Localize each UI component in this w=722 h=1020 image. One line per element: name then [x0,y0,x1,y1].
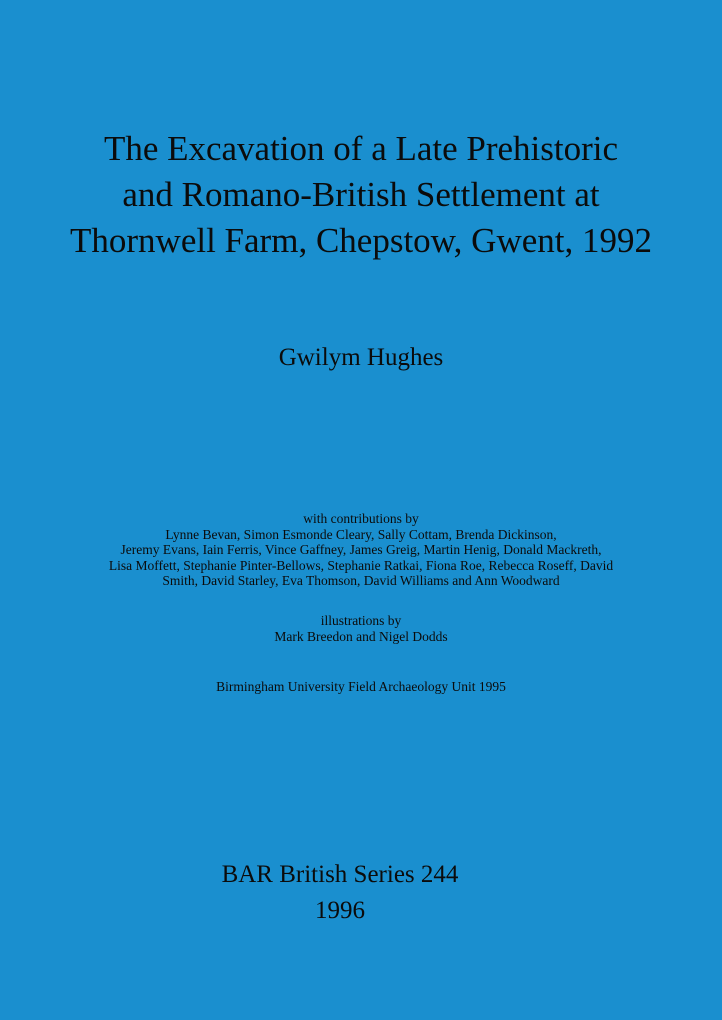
publisher-block [0,679,722,695]
contributors-line-3: Lisa Moffett, Stephanie Pinter-Bellows, Stephanie Ratkai, Fiona Roe, Rebecca Roseff, David [108,557,614,573]
contributions-block [0,511,722,589]
title-line-2: and Romano-British Settlement at [122,175,600,214]
publisher-line: Birmingham University Field Archaeology Unit 1995 [216,679,506,694]
illustrators-names: Mark Breedon and Nigel Dodds [274,628,448,644]
illustrations-heading: illustrations by [320,613,402,628]
series-name: BAR British Series 244 [221,861,459,888]
author-name: Gwilym Hughes [278,344,444,371]
contributors-line-4: Smith, David Starley, Eva Thomson, David Williams and Ann Woodward [162,573,560,588]
title-line-3: Thornwell Farm, Chepstow, Gwent, 1992 [70,221,652,260]
series-block [0,857,680,929]
title-line-1: The Excavation of a Late Prehistoric [103,129,619,168]
contributors-line-2: Jeremy Evans, Iain Ferris, Vince Gaffney, James Greig, Martin Henig, Donald Mackreth, [120,542,602,557]
contributors-line-1: Lynne Bevan, Simon Esmonde Cleary, Sally Cottam, Brenda Dickinson, [165,526,557,542]
book-title [0,126,722,264]
publication-year: 1996 [315,897,365,924]
contributions-heading: with contributions by [303,511,419,526]
illustrations-block [0,613,722,644]
